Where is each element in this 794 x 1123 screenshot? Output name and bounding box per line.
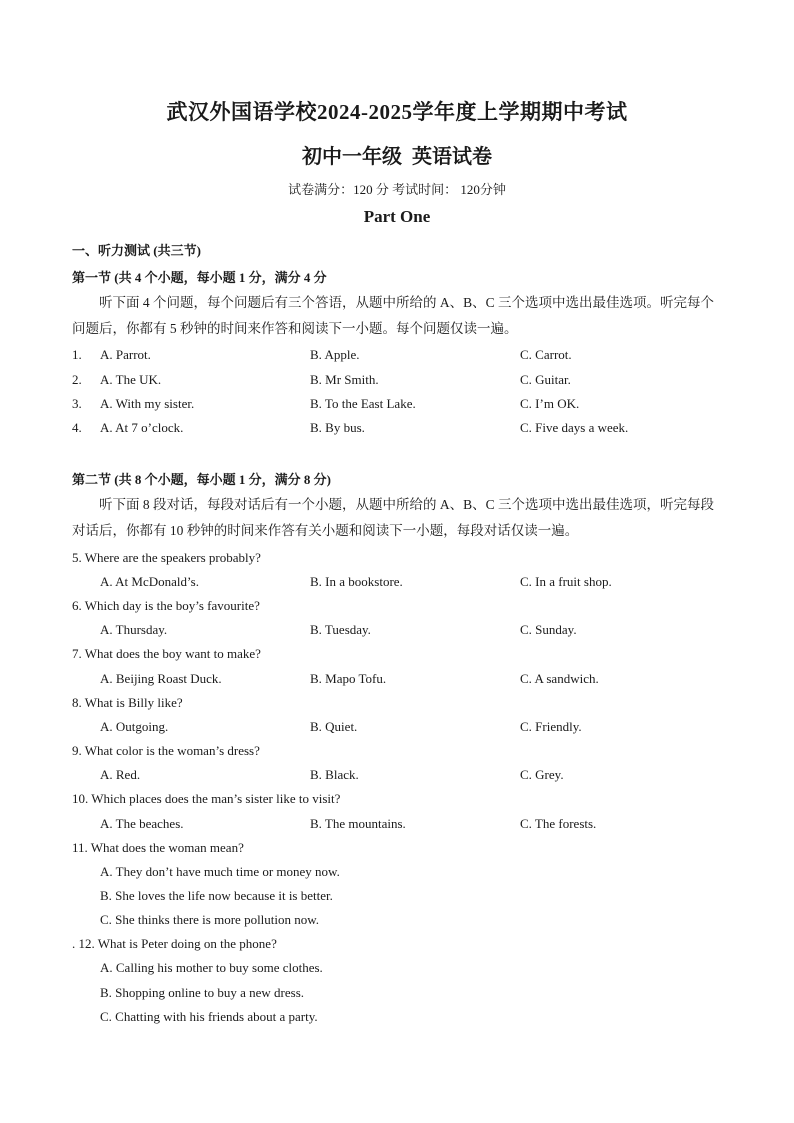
option-b: B. Shopping online to buy a new dress. (100, 985, 305, 1000)
option-b: B. Mapo Tofu. (310, 671, 387, 686)
option-c: C. The forests. (520, 816, 597, 831)
subject-label: 英语试卷 (412, 146, 492, 168)
option-a: A. Outgoing. (100, 719, 169, 734)
option-c: C. She thinks there is more pollution now. (100, 912, 320, 927)
option-b: B. Mr Smith. (310, 372, 379, 387)
section1-instructions: 听下面 4 个问题，每个问题后有三个答语，从题中所给的 A、B、C 三个选项中选出最佳选项。听完每个问题后，你都有 5 秒钟的时间来作答和阅读下一小题。每个问题仅读一遍。 (72, 295, 715, 336)
option-b: B. The mountains. (310, 816, 406, 831)
question-number: 2. (72, 372, 82, 387)
option-c: C. Five days a week. (520, 420, 629, 435)
question-text: 6. Which day is the boy’s favourite? (72, 598, 260, 613)
question-row (72, 372, 724, 392)
option-b: B. Apple. (310, 347, 360, 362)
question-text: 10. Which places does the man’s sister like to visit? (72, 791, 341, 806)
question-text: 5. Where are the speakers probably? (72, 550, 261, 565)
option-c: C. Friendly. (520, 719, 582, 734)
option-c: C. Guitar. (520, 372, 571, 387)
option-b: B. To the East Lake. (310, 396, 416, 411)
option-b: B. Tuesday. (310, 622, 371, 637)
question-number: 1. (72, 347, 82, 362)
options-row (72, 767, 724, 787)
option-a: A. They don’t have much time or money now. (100, 864, 340, 879)
option-c: C. Chatting with his friends about a party. (100, 1009, 318, 1024)
question-row (72, 347, 724, 367)
section2-subheading: 第二节 (共 8 个小题，每小题 1 分，满分 8 分) (72, 472, 331, 487)
part-heading: Part One (363, 207, 431, 226)
question-text: . 12. What is Peter doing on the phone? (72, 936, 277, 951)
option-c: C. Sunday. (520, 622, 577, 637)
options-row (72, 816, 724, 836)
grade-label: 初中一年级 (302, 146, 402, 168)
option-b: B. By bus. (310, 420, 365, 435)
options-row (72, 574, 724, 594)
option-a: A. Beijing Roast Duck. (100, 671, 222, 686)
options-row (72, 719, 724, 739)
question-row (72, 420, 724, 440)
option-c: C. In a fruit shop. (520, 574, 612, 589)
question-text: 11. What does the woman mean? (72, 840, 244, 855)
question-text: 9. What color is the woman’s dress? (72, 743, 260, 758)
option-b: B. Black. (310, 767, 359, 782)
options-row (72, 671, 724, 691)
option-a: A. The UK. (100, 372, 162, 387)
option-a: A. At McDonald’s. (100, 574, 199, 589)
option-a: A. The beaches. (100, 816, 184, 831)
option-c: C. Carrot. (520, 347, 572, 362)
exam-title: 武汉外国语学校2024-2025学年度上学期期中考试 (166, 100, 628, 124)
question-number: 3. (72, 396, 82, 411)
option-c: C. A sandwich. (520, 671, 599, 686)
option-a: A. At 7 o’clock. (100, 420, 184, 435)
section1-subheading: 第一节 (共 4 个小题，每小题 1 分，满分 4 分 (72, 270, 327, 285)
question-text: 8. What is Billy like? (72, 695, 183, 710)
option-b: B. In a bookstore. (310, 574, 403, 589)
exam-meta: 试卷满分：120 分 考试时间： 120分钟 (288, 182, 506, 197)
option-b: B. Quiet. (310, 719, 358, 734)
section2-instructions: 听下面 8 段对话，每段对话后有一个小题，从题中所给的 A、B、C 三个选项中选出最佳选项，听完每段对话后，你都有 10 秒钟的时间来作答有关小题和阅读下一小题，每段对话仅读一遍。 (72, 497, 715, 538)
option-b: B. She loves the life now because it is better. (100, 888, 333, 903)
question-row (72, 396, 724, 416)
exam-subtitle (0, 140, 794, 169)
option-c: C. I’m OK. (520, 396, 580, 411)
option-a: A. With my sister. (100, 396, 195, 411)
question-text: 7. What does the boy want to make? (72, 646, 261, 661)
option-a: A. Thursday. (100, 622, 168, 637)
options-row (72, 622, 724, 642)
option-a: A. Calling his mother to buy some clothes. (100, 960, 323, 975)
option-c: C. Grey. (520, 767, 564, 782)
option-a: A. Parrot. (100, 347, 151, 362)
question-number: 4. (72, 420, 82, 435)
option-a: A. Red. (100, 767, 141, 782)
section-heading: 一、听力测试 (共三节) (72, 243, 201, 258)
